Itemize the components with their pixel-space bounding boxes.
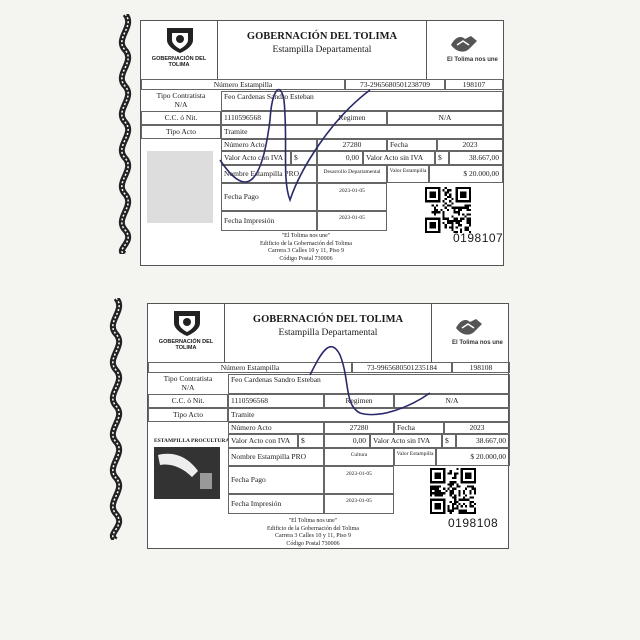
logo-right-text: El Tolima nos une [447, 57, 498, 63]
stamp-subtitle: Estampilla Departamental [272, 45, 372, 55]
fecha-label: Fecha [387, 139, 437, 151]
contratista-label: Tipo Contratista [156, 91, 206, 100]
footer-line: Edificio de la Gobernación del Tolima [267, 525, 359, 532]
valor-value: $ 20.000,00 [429, 165, 503, 183]
fecha-value: 2023 [444, 422, 510, 434]
contratista-value: Feo Cardenas Sandro Esteban [221, 91, 503, 111]
nombre-label: Nombre Estampilla PRO [228, 448, 324, 466]
acto-value: Tramite [228, 408, 510, 422]
stamp-photo [154, 447, 220, 499]
valor-iva-label: Valor Acto con IVA [228, 434, 298, 448]
contratista-label: Tipo Contratista [163, 374, 213, 383]
footer-line: "El Tolima nos une" [288, 518, 338, 524]
decorative-wave-border [112, 14, 138, 254]
fecha-label: Fecha [394, 422, 444, 434]
regimen-label: Regimen [317, 111, 387, 125]
nombre-value: Cultura [324, 448, 394, 466]
valor-sin-label: Valor Acto sin IVA [370, 434, 442, 448]
cc-label: C.C. ó Nit. [148, 394, 228, 408]
tolima-logo [431, 304, 508, 362]
fecha-pago-label: Fecha Pago [221, 183, 317, 211]
fecha-value: 2023 [437, 139, 503, 151]
fecha-imp-value: 2023-01-05 [324, 494, 394, 514]
valor-label: Valor Estampilla [394, 448, 436, 466]
serial-number: 0198108 [448, 516, 499, 530]
coat-of-arms-icon [170, 307, 204, 337]
footer-line: Carrera 3 Calles 10 y 11, Piso 9 [267, 248, 345, 254]
photo-caption: ESTAMPILLA PROCULTURA [154, 438, 230, 444]
tolima-logo [426, 21, 503, 79]
contratista-sub: N/A [181, 383, 195, 392]
stamp-header [148, 304, 508, 363]
stamp-card [140, 20, 504, 266]
handshake-icon [454, 316, 484, 338]
num-acto-value: 27280 [317, 139, 387, 151]
fecha-pago-label: Fecha Pago [228, 466, 324, 494]
numero-value: 73-9965680501235184 [352, 362, 452, 373]
valor-label: Valor Estampilla [387, 165, 429, 183]
stamp-title: GOBERNACIÓN DEL TOLIMA [246, 31, 398, 42]
logo-right-text: El Tolima nos une [452, 340, 503, 346]
currency-symbol: $ [291, 151, 317, 165]
cc-value: 1110596568 [228, 394, 324, 408]
qr-code-icon [425, 187, 471, 233]
valor-value: $ 20.000,00 [436, 448, 510, 466]
qr-code-icon [430, 468, 476, 514]
valor-iva-label: Valor Acto con IVA [221, 151, 291, 165]
nombre-label: Nombre Estampilla PRO [221, 165, 317, 183]
footer-line: Edificio de la Gobernación del Tolima [260, 240, 352, 247]
numero-value: 73-2965680501238709 [345, 79, 445, 90]
regimen-value: N/A [394, 394, 510, 408]
stamp-title: GOBERNACIÓN DEL TOLIMA [252, 314, 404, 325]
logo-left-text: GOBERNACIÓN DEL TOLIMA [151, 56, 207, 68]
regimen-label: Regimen [324, 394, 394, 408]
footer-line: Código Postal 730006 [279, 255, 333, 262]
valor-iva-value: 0,00 [324, 434, 370, 448]
fecha-imp-label: Fecha Impresión [221, 211, 317, 231]
coat-of-arms-icon [163, 24, 197, 54]
stamp-footer [208, 518, 418, 548]
contratista-value: Feo Cardenas Sandro Esteban [228, 374, 510, 394]
serial-number: 0198107 [453, 231, 504, 245]
numero-short: 198108 [452, 362, 510, 373]
footer-line: "El Tolima nos une" [281, 233, 331, 239]
stamp-card [147, 303, 509, 549]
logo-left-text: GOBERNACIÓN DEL TOLIMA [158, 339, 214, 351]
stamp-footer [201, 233, 411, 263]
num-acto-label: Número Acto [228, 422, 324, 434]
cc-label: C.C. ó Nit. [141, 111, 221, 125]
currency-symbol: $ [435, 151, 449, 165]
handshake-icon [449, 33, 479, 55]
acto-value: Tramite [221, 125, 503, 139]
regimen-value: N/A [387, 111, 503, 125]
fecha-pago-value: 2023-01-05 [317, 183, 387, 211]
currency-symbol: $ [442, 434, 456, 448]
valor-sin-value: 38.667,00 [456, 434, 510, 448]
numero-label: Número Estampilla [148, 362, 352, 373]
valor-sin-label: Valor Acto sin IVA [363, 151, 435, 165]
stamp-photo [147, 151, 213, 223]
stamp-header [141, 21, 503, 80]
acto-label: Tipo Acto [148, 408, 228, 422]
numero-label: Número Estampilla [141, 79, 345, 90]
gobernacion-logo [141, 21, 218, 79]
fecha-imp-value: 2023-01-05 [317, 211, 387, 231]
num-acto-label: Número Acto [221, 139, 317, 151]
fecha-imp-label: Fecha Impresión [228, 494, 324, 514]
valor-iva-value: 0,00 [317, 151, 363, 165]
fecha-pago-value: 2023-01-05 [324, 466, 394, 494]
nombre-value: Desarrollo Departamental [317, 165, 387, 183]
contratista-sub: N/A [174, 100, 188, 109]
stamp-subtitle: Estampilla Departamental [278, 328, 378, 338]
numero-short: 198107 [445, 79, 503, 90]
guitar-player-icon [154, 447, 220, 499]
footer-line: Carrera 3 Calles 10 y 11, Piso 9 [274, 533, 352, 539]
num-acto-value: 27280 [324, 422, 394, 434]
valor-sin-value: 38.667,00 [449, 151, 503, 165]
footer-line: Código Postal 730006 [286, 540, 340, 547]
cc-value: 1110596568 [221, 111, 317, 125]
acto-label: Tipo Acto [141, 125, 221, 139]
currency-symbol: $ [298, 434, 324, 448]
decorative-wave-border [103, 298, 129, 540]
gobernacion-logo [148, 304, 225, 362]
